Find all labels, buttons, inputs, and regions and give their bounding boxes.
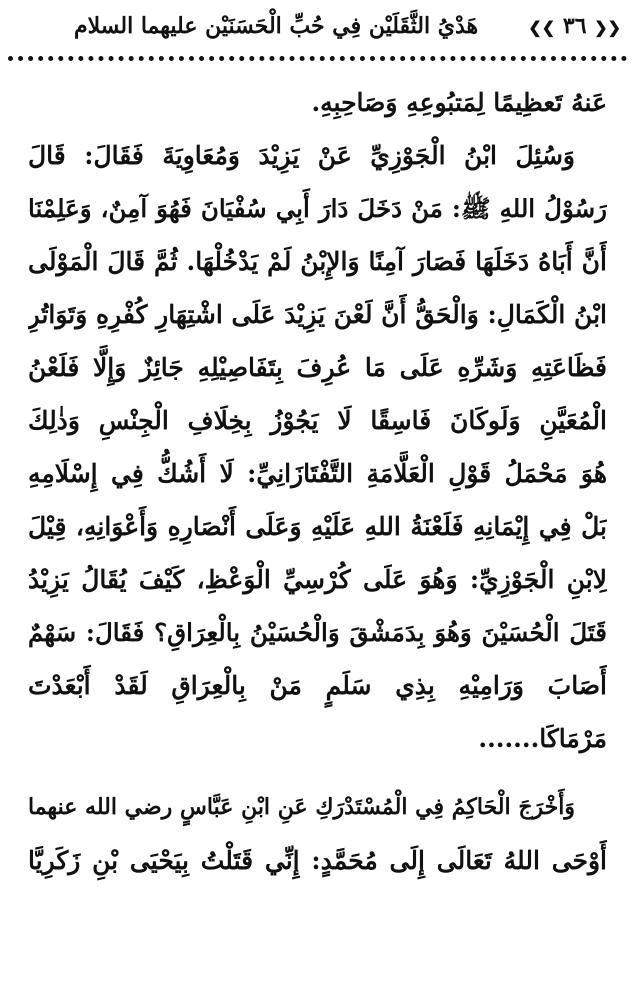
text-line: لِابْنِ الْجَوْزِيِّ: وَهُوَ عَلَى كُرْسِيِّ الْوَعْظِ، كَيْفَ يُقَالُ يَزِيْدُ	[28, 565, 607, 594]
text-line: رَسُوْلُ اللهِ ﷺ: مَنْ دَخَلَ دَارَ أَبِي سُفْيَانَ فَهُوَ آمِنٌ، وَعَلِمْنَا	[28, 194, 607, 223]
page-number: ٣٦	[562, 13, 587, 39]
text-line: قَتَلَ الْحُسَيْنَ وَهُوَ بِدَمَشْقَ وَالْحُسَيْنُ بِالْعِرَاقِ؟ فَقَالَ: سَهْمٌ	[28, 618, 607, 647]
running-title: هَدْيُ الثَّقَلَيْن فِي حُبِّ الْحَسَنَيْن عليهما السلام	[74, 13, 479, 39]
text-line: وَسُئِلَ ابْنُ الْجَوْزِيِّ عَنْ يَزِيْدَ وَمُعَاوِيَةَ فَقَالَ: قَالَ	[28, 141, 575, 170]
text-line: فَظَاعَتِهِ وَشَرِّهِ عَلَى مَا عُرِفَ بِتَفَاصِيْلِهِ جَائِزٌ وَإِلَّا فَلَعْنُ	[28, 353, 607, 382]
page-body	[28, 76, 607, 887]
paragraph-gap	[28, 765, 607, 781]
text-line: ابْنُ الْكَمَالِ: وَالْحَقُّ أَنَّ لَعْنَ يَزِيْدَ عَلَى اشْتِهَارِ كُفْرِهِ وَتَوَاتُرِ	[28, 300, 607, 329]
text-line: أَنَّ أَبَاهُ دَخَلَهَا فَصَارَ آمِنًا وَالإِبْنُ لَمْ يَدْخُلْهَا. ثُمَّ قَالَ الْمَوْلَى	[28, 247, 607, 276]
text-line: هُوَ مَحْمَلُ قَوْلِ الْعَلَّامَةِ التَّفْتَازَانِيِّ: لَا أَشُكُّ فِي إِسْلَامِهِ	[28, 459, 607, 488]
text-line: بَلْ فِي إِيْمَانِهِ فَلَعْنَةُ اللهِ عَلَيْهِ وَعَلَى أَنْصَارِهِ وَأَعْوَانِهِ، قِيْلَ	[28, 512, 607, 541]
page-number-block	[528, 13, 621, 39]
page-header	[0, 0, 635, 52]
text-line: الْمُعَيَّنِ وَلَوكَانَ فَاسِقًا لَا يَجُوْزُ بِخِلَافِ الْجِنْسِ وَذٰلِكَ	[28, 406, 607, 435]
paragraph-1	[28, 76, 607, 129]
text-line: عَنهُ تَعظِيمًا لِمَتبُوعِهِ وَصَاحِبِهِ.	[311, 88, 607, 117]
text-line: أَصَابَ وَرَامِيْهِ بِذِي سَلَمٍ مَنْ بِالْعِرَاقِ لَقَدْ أَبْعَدْتَ	[28, 671, 607, 700]
text-line: أَوْحَى اللهُ تَعَالَى إِلَى مُحَمَّدٍ: إِنِّي قَتَلْتُ بِيَحْيَى بْنِ زَكَرِيَّا	[28, 846, 607, 875]
paragraph-3	[28, 781, 607, 887]
ornament-left-icon: ❯❯	[528, 18, 556, 37]
text-line: وَأَخْرَجَ الْحَاكِمُ فِي الْمُسْتَدْرَكِ عَنِ ابْنِ عَبَّاسٍ رضي الله عنهما	[28, 794, 575, 820]
header-divider	[8, 56, 627, 61]
ornament-right-icon: ❮❮	[594, 18, 621, 37]
paragraph-2	[28, 129, 607, 765]
text-line: مَرْمَاكَا.......	[478, 724, 607, 753]
